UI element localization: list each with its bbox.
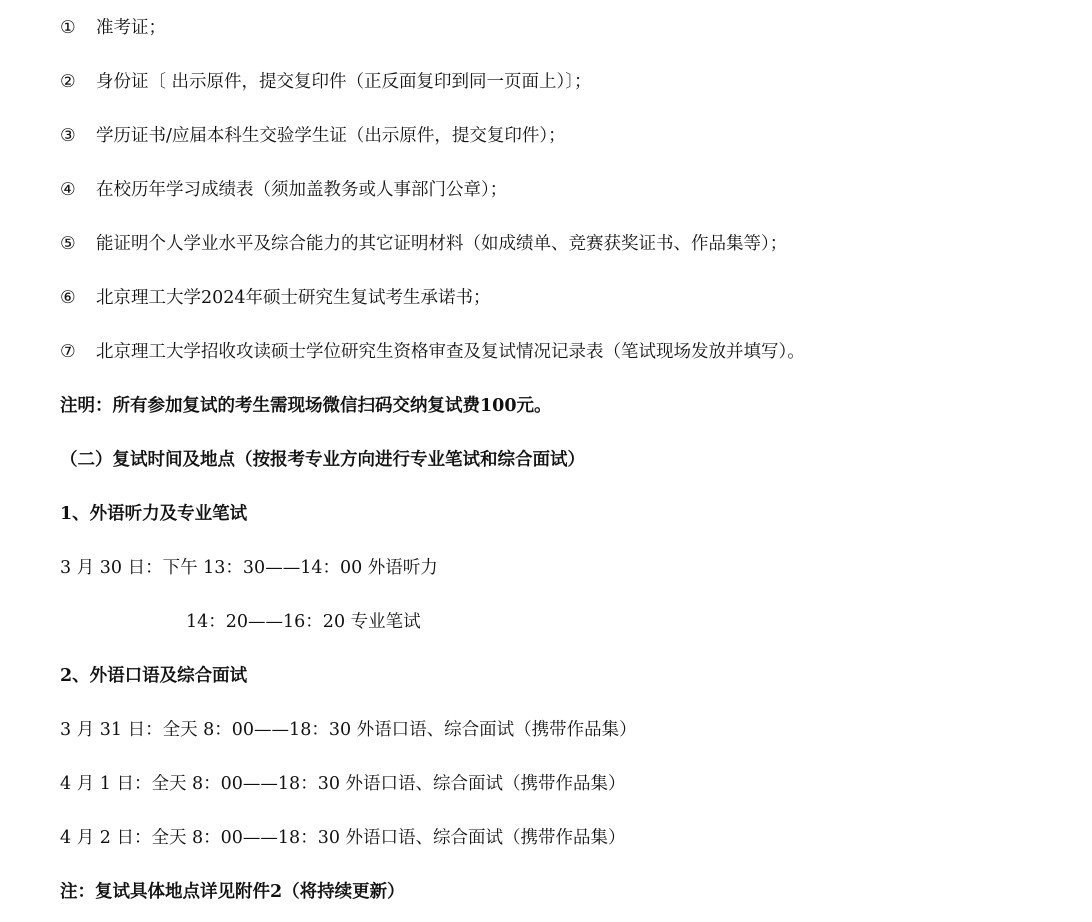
schedule-row: 4 月 1 日：全天 8：00——18：30 外语口语、综合面试（携带作品集） [60,774,626,794]
schedule-row: 3 月 30 日：下午 13：30——14：00 外语听力 [60,558,438,578]
subsection-heading-interview: 2、外语口语及综合面试 [60,666,248,686]
location-note: 注：复试具体地点详见附件2（将持续更新） [60,882,405,902]
item-text: 在校历年学习成绩表（须加盖教务或人事部门公章）； [96,180,508,200]
item-number: ⑤ [60,234,76,254]
schedule-row: 4 月 2 日：全天 8：00——18：30 外语口语、综合面试（携带作品集） [60,828,626,848]
item-text: 准考证； [96,18,166,38]
subsection-heading-written-exam: 1、外语听力及专业笔试 [60,504,248,524]
item-number: ⑥ [60,288,76,308]
item-number: ⑦ [60,342,76,362]
material-item [60,16,166,40]
schedule-row: 14：20——16：20 专业笔试 [186,612,421,632]
material-item [60,124,566,148]
material-item [60,232,787,256]
material-item [60,70,592,94]
schedule-row: 3 月 31 日：全天 8：00——18：30 外语口语、综合面试（携带作品集） [60,720,637,740]
item-text: 北京理工大学招收攻读硕士学位研究生资格审查及复试情况记录表（笔试现场发放并填写）。 [96,342,805,362]
material-item [60,286,491,310]
item-text: 学历证书/应届本科生交验学生证（出示原件，提交复印件）； [96,126,566,146]
item-text: 北京理工大学2024年硕士研究生复试考生承诺书； [96,288,491,308]
item-number: ③ [60,126,76,146]
section-heading: （二）复试时间及地点（按报考专业方向进行专业笔试和综合面试） [60,450,585,470]
material-item [60,340,805,364]
item-number: ④ [60,180,76,200]
item-number: ② [60,72,76,92]
material-item [60,178,507,202]
item-text: 能证明个人学业水平及综合能力的其它证明材料（如成绩单、竞赛获奖证书、作品集等）； [96,234,788,254]
item-text: 身份证〔 出示原件，提交复印件（正反面复印到同一页面上）〕； [96,72,592,92]
fee-note: 注明：所有参加复试的考生需现场微信扫码交纳复试费100元。 [60,396,552,416]
item-number: ① [60,18,76,38]
